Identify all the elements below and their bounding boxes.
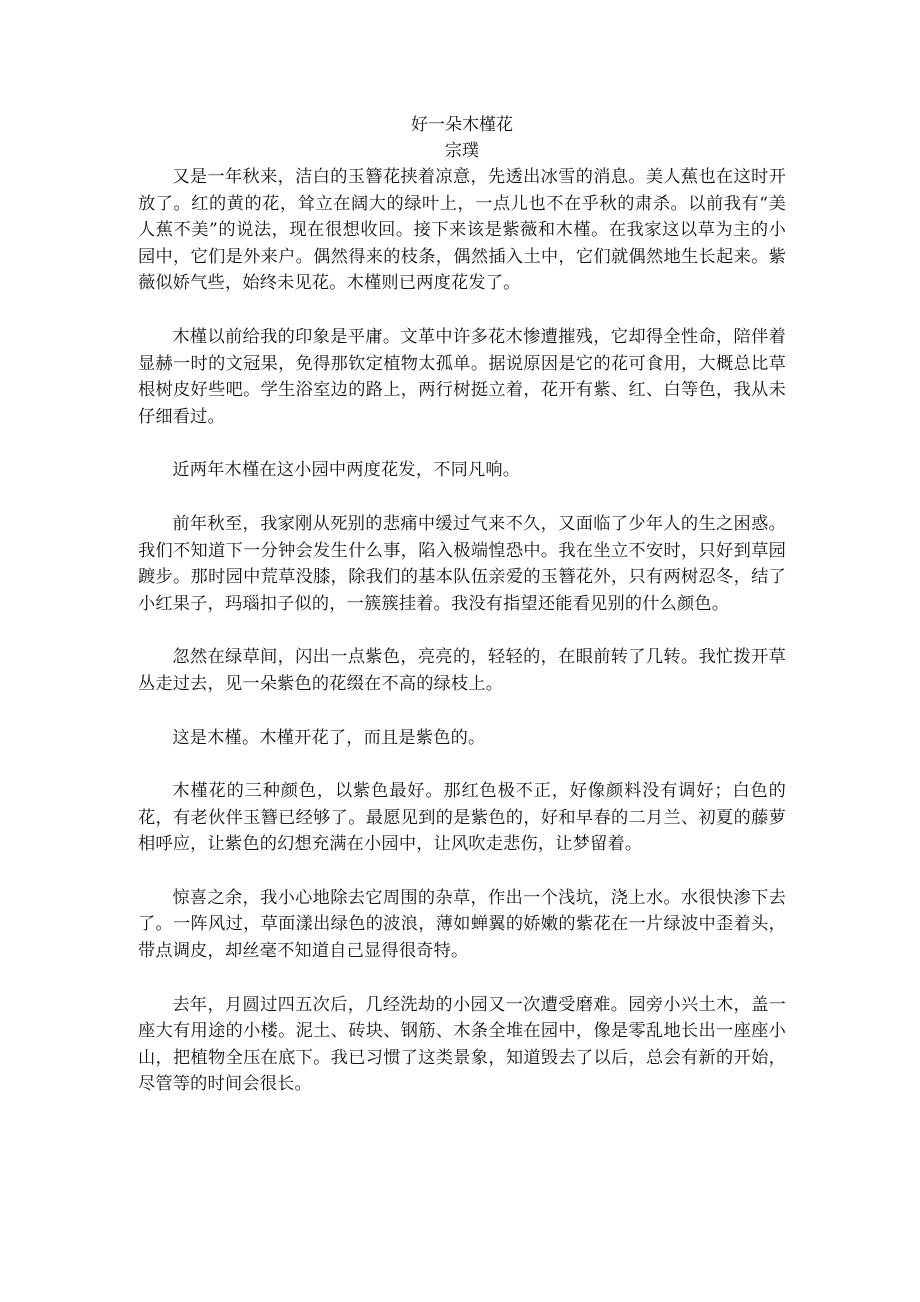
paragraph: 去年，月圆过四五次后，几经洗劫的小园又一次遭受磨难。园旁小兴土木，盖一座大有用途的小楼。泥土、砖块、钢筋、木条全堆在园中，像是零乱地长出一座座小山，把植物全压在底下。我已习惯了这类景象，知道毁去了以后，总会有新的开始，尽管等的时间会很长。 xyxy=(138,994,786,1095)
document-author: 宗璞 xyxy=(445,141,479,161)
paragraph: 近两年木槿在这小园中两度花发，不同凡响。 xyxy=(172,460,521,481)
paragraph: 木槿花的三种颜色，以紫色最好。那红色极不正，好像颜料没有调好；白色的花，有老伙伴玉簪已经够了。最愿见到的是紫色的，好和早春的二月兰、初夏的藤萝相呼应，让紫色的幻想充满在小园中，让风吹走悲伤，让梦留着。 xyxy=(138,781,786,855)
paragraph: 忽然在绿草间，闪出一点紫色，亮亮的，轻轻的，在眼前转了几转。我忙拨开草丛走过去，见一朵紫色的花缀在不高的绿枝上。 xyxy=(138,647,786,694)
paragraph: 前年秋至，我家刚从死别的悲痛中缓过气来不久，又面临了少年人的生之困惑。我们不知道下一分钟会发生什么事，陷入极端惶恐中。我在坐立不安时，只好到草园踱步。那时园中荒草没膝，除我们的基本队伍亲爱的玉簪花外，只有两树忍冬，结了小红果子，玛瑙扣子似的，一簇簇挂着。我没有指望还能看见别的什么颜色。 xyxy=(138,513,786,614)
document-title: 好一朵木槿花 xyxy=(411,115,513,135)
paragraph: 又是一年秋来，洁白的玉簪花挟着凉意，先透出冰雪的消息。美人蕉也在这时开放了。红的黄的花，耸立在阔大的绿叶上，一点儿也不在乎秋的肃杀。以前我有“美人蕉不美”的说法，现在很想收回。接下来该是紫薇和木槿。在我家这以草为主的小园中，它们是外来户。偶然得来的枝条，偶然插入土中，它们就偶然地生长起来。紫薇似娇气些，始终未见花。木槿则已两度花发了。 xyxy=(138,167,786,294)
paragraph: 这是木槿。木槿开花了，而且是紫色的。 xyxy=(172,727,486,748)
paragraph: 木槿以前给我的印象是平庸。文革中许多花木惨遭摧残，它却得全性命，陪伴着显赫一时的文冠果，免得那钦定植物太孤单。据说原因是它的花可食用，大概总比草根树皮好些吧。学生浴室边的路上，两行树挺立着，花开有紫、红、白等色，我从未仔细看过。 xyxy=(138,326,786,427)
paragraph: 惊喜之余，我小心地除去它周围的杂草，作出一个浅坑，浇上水。水很快渗下去了。一阵风过，草面漾出绿色的波浪，薄如蝉翼的娇嫩的紫花在一片绿波中歪着头，带点调皮，却丝毫不知道自己显得很奇特。 xyxy=(138,887,786,962)
document-page xyxy=(138,112,786,1125)
